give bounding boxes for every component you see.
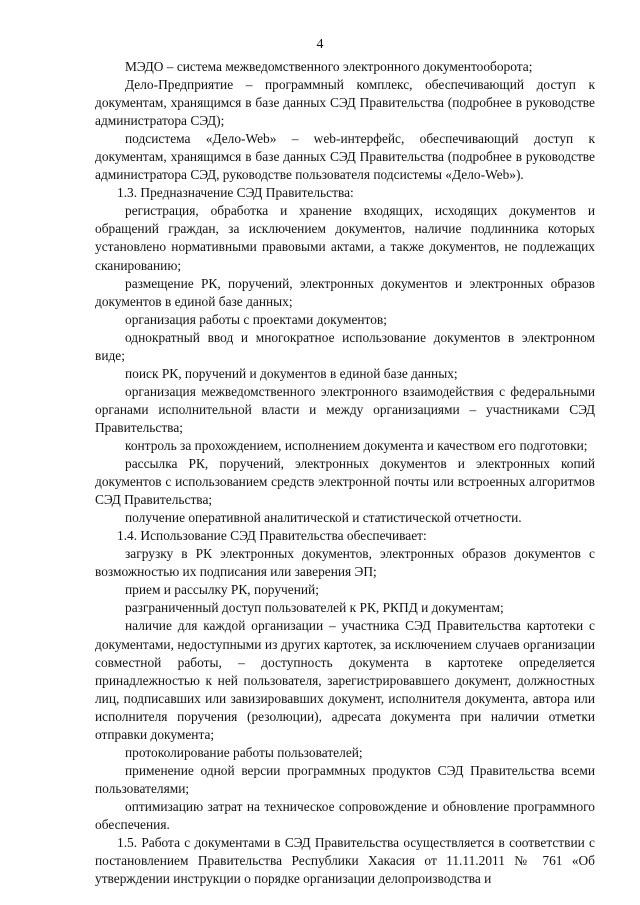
paragraph-purpose-reporting: получение оперативной аналитической и статистической отчетности. (125, 510, 522, 526)
paragraph-usage-card-index: наличие для каждой организации – участника СЭД Правительства картотеки с документами, недоступными из других картотек, за исключением случаев организации совместной работы, – доступность документа в картотеке определяется принадлежностью к ней пользователя, зарегистрировавшего документ, должностных лиц, подписавших или завизировавших документ, исполнителя документа, автора или исполнителя поручения (резолюции), адресата документа при наличии отметки отправки документа; (95, 618, 595, 742)
paragraph-medo-definition: МЭДО – система межведомственного электронного документооборота; (125, 59, 533, 74)
paragraph-usage-single-version: применение одной версии программных продуктов СЭД Правительства всеми пользователями; (95, 762, 595, 796)
paragraph-usage-receive: прием и рассылку РК, поручений; (125, 582, 319, 598)
paragraph-purpose-control: контроль за прохождением, исполнением документа и качеством его подготовки; (125, 437, 588, 453)
paragraph-purpose-registration: регистрация, обработка и хранение входящих, исходящих документов и обращений граждан, за исключением документов, наличие подлинника которых установлено нормативными правовыми актами, а также документов, не подлежащих сканированию; (95, 203, 595, 273)
paragraph-delo-enterprise-definition: Дело-Предприятие – программный комплекс, обеспечивающий доступ к документам, хранящимся в базе данных СЭД Правительства (подробнее в руководстве администратора СЭД); (95, 77, 595, 129)
paragraph-purpose-drafts: организация работы с проектами документов; (125, 311, 387, 327)
paragraph-delo-web-definition: подсистема «Дело-Web» – web-интерфейс, обеспечивающий доступ к документам, хранящимся в базе данных СЭД Правительства (подробнее в руководстве администратора СЭД, руководстве пользователя подсистемы «Дело-Web»). (95, 131, 595, 183)
page-number: 4 (316, 37, 324, 52)
paragraph-usage-cost-optimization: оптимизацию затрат на техническое сопровождение и обновление программного обеспечения. (95, 798, 595, 832)
paragraph-purpose-storage: размещение РК, поручений, электронных документов и электронных образов документов в единой базе данных; (95, 275, 595, 309)
section-heading-1-4: 1.4. Использование СЭД Правительства обеспечивает: (117, 528, 427, 544)
paragraph-purpose-interaction: организация межведомственного электронного взаимодействия с федеральными органами исполнительной власти и между организациями – участниками СЭД Правительства; (95, 383, 595, 435)
document-body (95, 58, 595, 888)
paragraph-purpose-search: поиск РК, поручений и документов в единой базе данных; (125, 365, 458, 381)
paragraph-purpose-single-input: однократный ввод и многократное использование документов в электронном виде; (95, 329, 595, 363)
section-heading-1-3: 1.3. Предназначение СЭД Правительства: (117, 185, 354, 201)
paragraph-usage-upload: загрузку в РК электронных документов, электронных образов документов с возможностью их подписания или заверения ЭП; (95, 546, 595, 580)
paragraph-usage-access: разграниченный доступ пользователей к РК, РКПД и документам; (125, 600, 504, 616)
paragraph-purpose-distribution: рассылка РК, поручений, электронных документов и электронных копий документов с использованием средств электронной почты или встроенных алгоритмов СЭД Правительства; (95, 456, 595, 508)
paragraph-usage-logging: протоколирование работы пользователей; (125, 744, 363, 760)
section-heading-1-5: 1.5. Работа с документами в СЭД Правительства осуществляется в соответствии с постановлением Правительства Республики Хакасия от 11.11.2011 № 761 «Об утверждении инструкции о порядке организации делопроизводства и (95, 835, 595, 887)
